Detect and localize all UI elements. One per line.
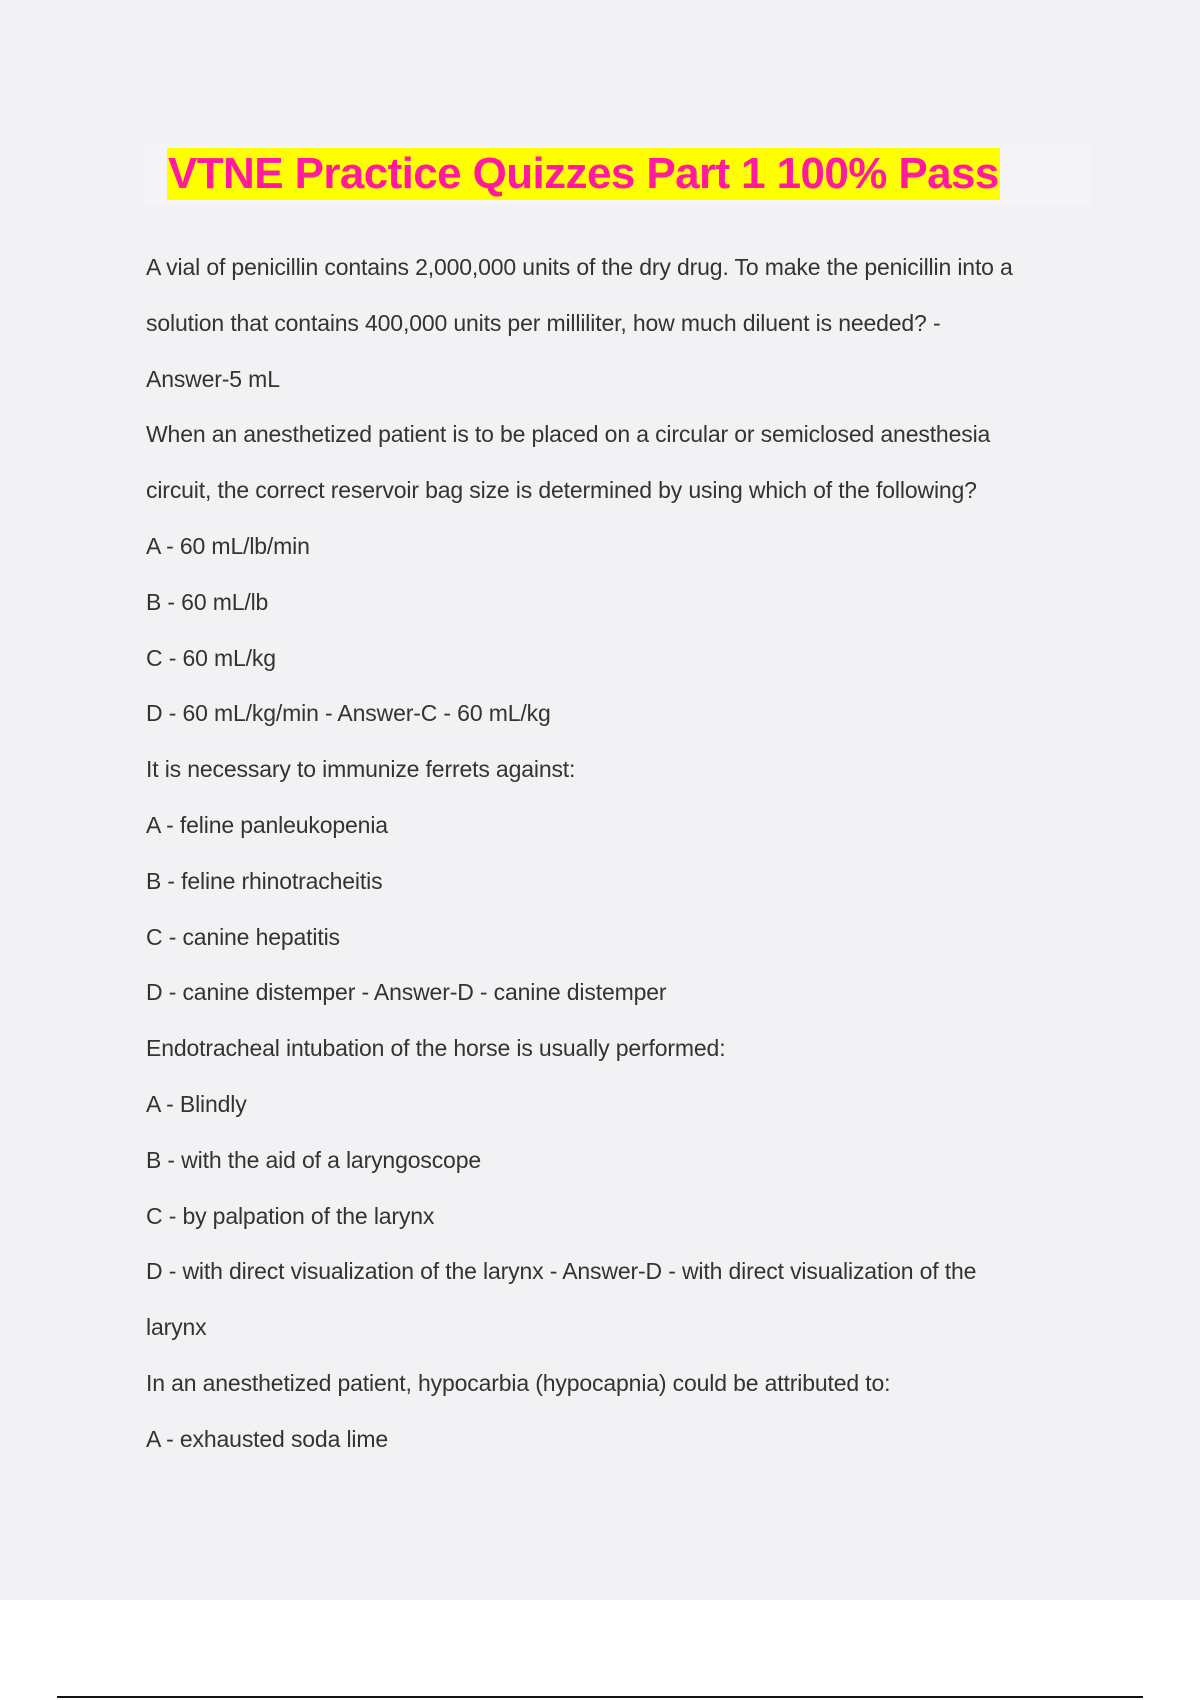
text-line: A - exhausted soda lime: [146, 1425, 389, 1452]
quiz-content: [146, 240, 1086, 1468]
text-line: B - with the aid of a laryngoscope: [146, 1146, 481, 1173]
text-line: A - 60 mL/lb/min: [146, 532, 310, 559]
text-line: A - feline panleukopenia: [146, 811, 388, 838]
text-line: C - by palpation of the larynx: [146, 1202, 435, 1229]
footer-divider: [57, 1696, 1143, 1698]
text-line: B - 60 mL/lb: [146, 588, 269, 615]
text-line: A - Blindly: [146, 1090, 247, 1117]
text-line: In an anesthetized patient, hypocarbia (hypocapnia) could be attributed to:: [146, 1369, 891, 1396]
text-line: Endotracheal intubation of the horse is usually performed:: [146, 1035, 726, 1062]
text-line: C - 60 mL/kg: [146, 644, 276, 671]
text-line: D - 60 mL/kg/min - Answer-C - 60 mL/kg: [146, 700, 551, 727]
document-title: VTNE Practice Quizzes Part 1 100% Pass: [168, 149, 999, 198]
text-line: When an anesthetized patient is to be placed on a circular or semiclosed anesthesia: [146, 421, 991, 448]
text-line: A vial of penicillin contains 2,000,000 units of the dry drug. To make the penicillin into a: [146, 254, 1013, 280]
text-line: larynx: [146, 1314, 207, 1341]
text-line: D - with direct visualization of the larynx - Answer-D - with direct visualization of the: [146, 1258, 977, 1285]
text-line: B - feline rhinotracheitis: [146, 867, 383, 894]
text-line: solution that contains 400,000 units per milliliter, how much diluent is needed? -: [146, 309, 941, 336]
text-line: D - canine distemper - Answer-D - canine distemper: [146, 979, 667, 1006]
text-line: It is necessary to immunize ferrets against:: [146, 756, 576, 783]
text-line: circuit, the correct reservoir bag size is determined by using which of the following?: [146, 477, 977, 504]
text-line: Answer-5 mL: [146, 365, 280, 392]
text-line: C - canine hepatitis: [146, 923, 340, 950]
